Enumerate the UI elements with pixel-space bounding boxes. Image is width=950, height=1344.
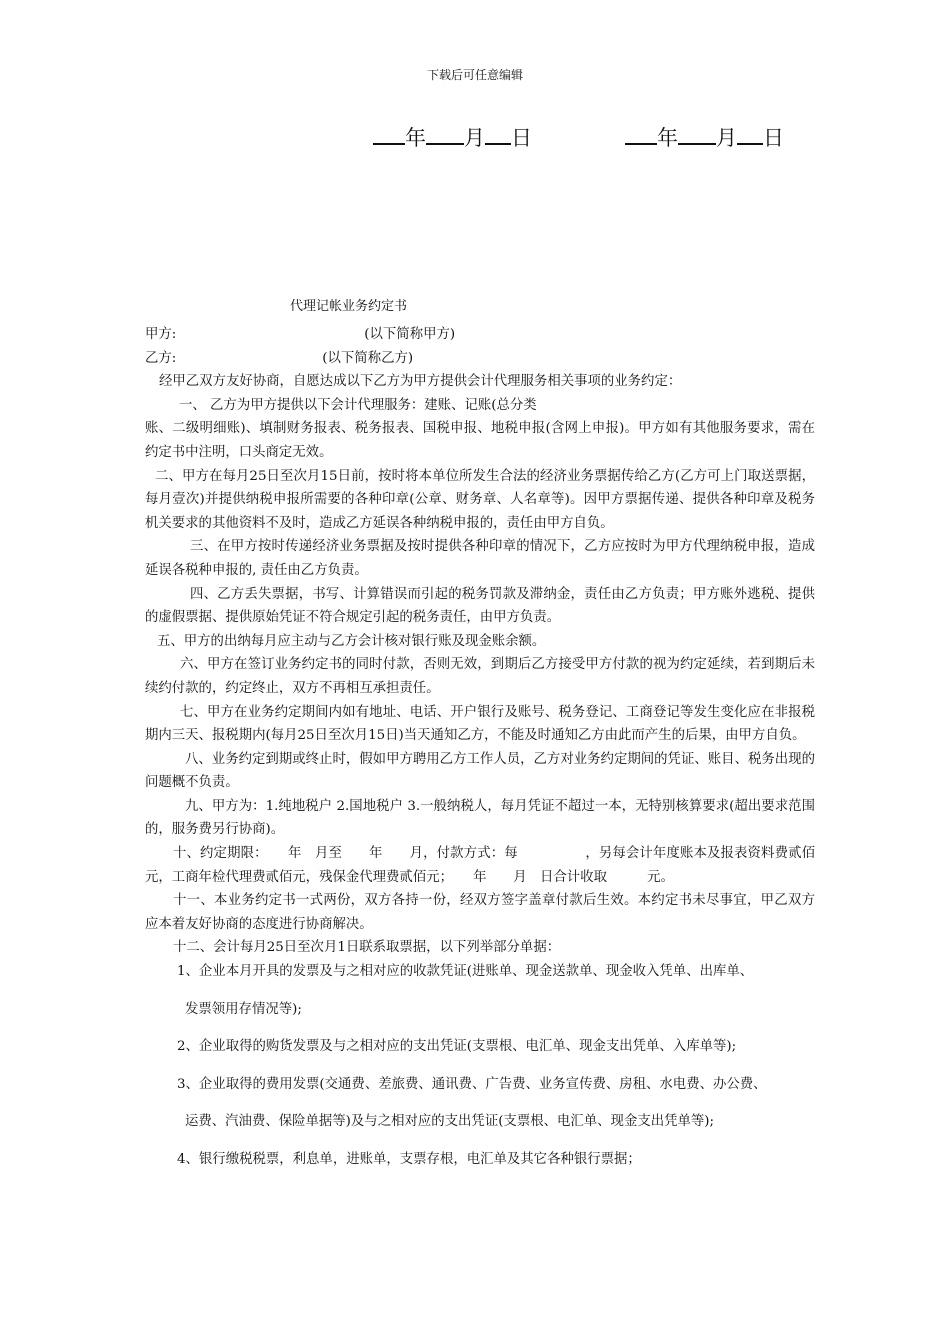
intro-paragraph: 经甲乙双方友好协商，自愿达成以下乙方为甲方提供会计代理服务相关事项的业务约定： [159, 374, 682, 390]
date-line-left [373, 122, 532, 152]
clause-3: 三、在甲方按时传递经济业务票据及按时提供各种印章的情况下，乙方应按时为甲方代理纳税申报，造成延误各税种申报的, 责任由乙方负责。 [145, 539, 815, 578]
list-item: 1、企业本月开具的发票及与之相对应的收款凭证(进账单、现金送款单、现金收入凭单、出库单、 [177, 964, 754, 980]
doc-body [145, 323, 815, 1172]
list-item: 4、银行缴税税票，利息单，进账单，支票存根，电汇单及其它各种银行票据； [177, 1152, 641, 1167]
party-b-note: (以下简称乙方) [322, 350, 414, 366]
clause-12: 十二、会计每月25日至次月1日联系取票据，以下列举部分单据： [173, 940, 561, 956]
list-item: 运费、汽油费、保险单据等)及与之相对应的支出凭证(支票根、电汇单、现金支出凭单等); [185, 1114, 715, 1130]
party-a-line [145, 323, 815, 347]
clause-1-first-line: 一、 乙方为甲方提供以下会计代理服务：建账、记账(总分类 [179, 397, 537, 413]
clause-11: 十一、本业务约定书一式两份，双方各持一份，经双方签字盖章付款后生效。本约定书未尽事宜，甲乙双方应本着友好协商的态度进行协商解决。 [145, 893, 815, 932]
clause-8: 八、业务约定到期或终止时，假如甲方聘用乙方工作人员，乙方对业务约定期间的凭证、账目、税务出现的问题概不负责。 [145, 751, 815, 791]
list-item: 发票领用存情况等); [185, 1001, 302, 1017]
party-a-note: (以下简称甲方) [364, 327, 456, 342]
date-line-right [625, 122, 784, 152]
clause-4: 四、乙方丢失票据，书写、计算错误而引起的税务罚款及滞纳金，责任由乙方负责；甲方账外逃税、提供的虚假票据、提供原始凭证不符合规定引起的税务责任，由甲方负责。 [145, 586, 815, 626]
clause-2: 二、甲方在每月25日至次月15日前，按时将本单位所发生合法的经济业务票据传给乙方(乙方可上门取送票据，每月壹次)并提供纳税申报所需要的各种印章(公章、财务章、人名章等)。因甲方票据传递、提供各种印章及税务机关要求的其他资料不及时，造成乙方延误各种纳税申报的，责任由甲方自负。 [145, 468, 815, 531]
day-label: 日 [511, 126, 532, 150]
party-b-line [145, 347, 815, 371]
day-label: 日 [763, 126, 784, 150]
year-label: 年 [405, 126, 426, 150]
doc-title: 代理记帐业务约定书 [290, 299, 408, 314]
list-item: 2、企业取得的购货发票及与之相对应的支出凭证(支票根、电汇单、现金支出凭单、入库单等); [177, 1039, 737, 1055]
clause-7: 七、甲方在业务约定期间内如有地址、电话、开户银行及账号、税务登记、工商登记等发生变化应在非报税期内三天、报税期内(每月25日至次月15日)当天通知乙方，不能及时通知乙方由此而产生的后果，由甲方自负。 [145, 704, 815, 744]
party-b-label: 乙方: [145, 350, 177, 366]
clause-1-rest: 账、二级明细账)、填制财务报表、税务报表、国税申报、地税申报(含网上申报)。甲方如有其他服务要求，需在约定书中注明，口头商定无效。 [145, 421, 815, 460]
clause-10: 十、约定期限： 年 月至 年 月，付款方式：每 ，另每会计年度账本及报表资料费贰佰元，工商年检代理费贰佰元，残保金代理费贰佰元； 年 月 日合计收取 元。 [145, 846, 815, 885]
party-a-label: 甲方: [145, 327, 177, 342]
year-label: 年 [657, 126, 678, 150]
list-item: 3、企业取得的费用发票(交通费、差旅费、通讯费、广告费、业务宣传费、房租、水电费、办公费、 [177, 1076, 767, 1092]
clause-6: 六、甲方在签订业务约定书的同时付款，否则无效，到期后乙方接受甲方付款的视为约定延续，若到期后未续约付款的，约定终止，双方不再相互承担责任。 [145, 657, 815, 696]
month-label: 月 [464, 126, 485, 150]
clause-5: 五、甲方的出纳每月应主动与乙方会计核对银行账及现金账余额。 [157, 633, 546, 649]
clause-9: 九、甲方为：1.纯地税户 2.国地税户 3.一般纳税人，每月凭证不超过一本，无特别核算要求(超出要求范围的，服务费另行协商)。 [145, 798, 815, 838]
header-note: 下载后可任意编辑 [426, 68, 523, 82]
month-label: 月 [716, 126, 737, 150]
